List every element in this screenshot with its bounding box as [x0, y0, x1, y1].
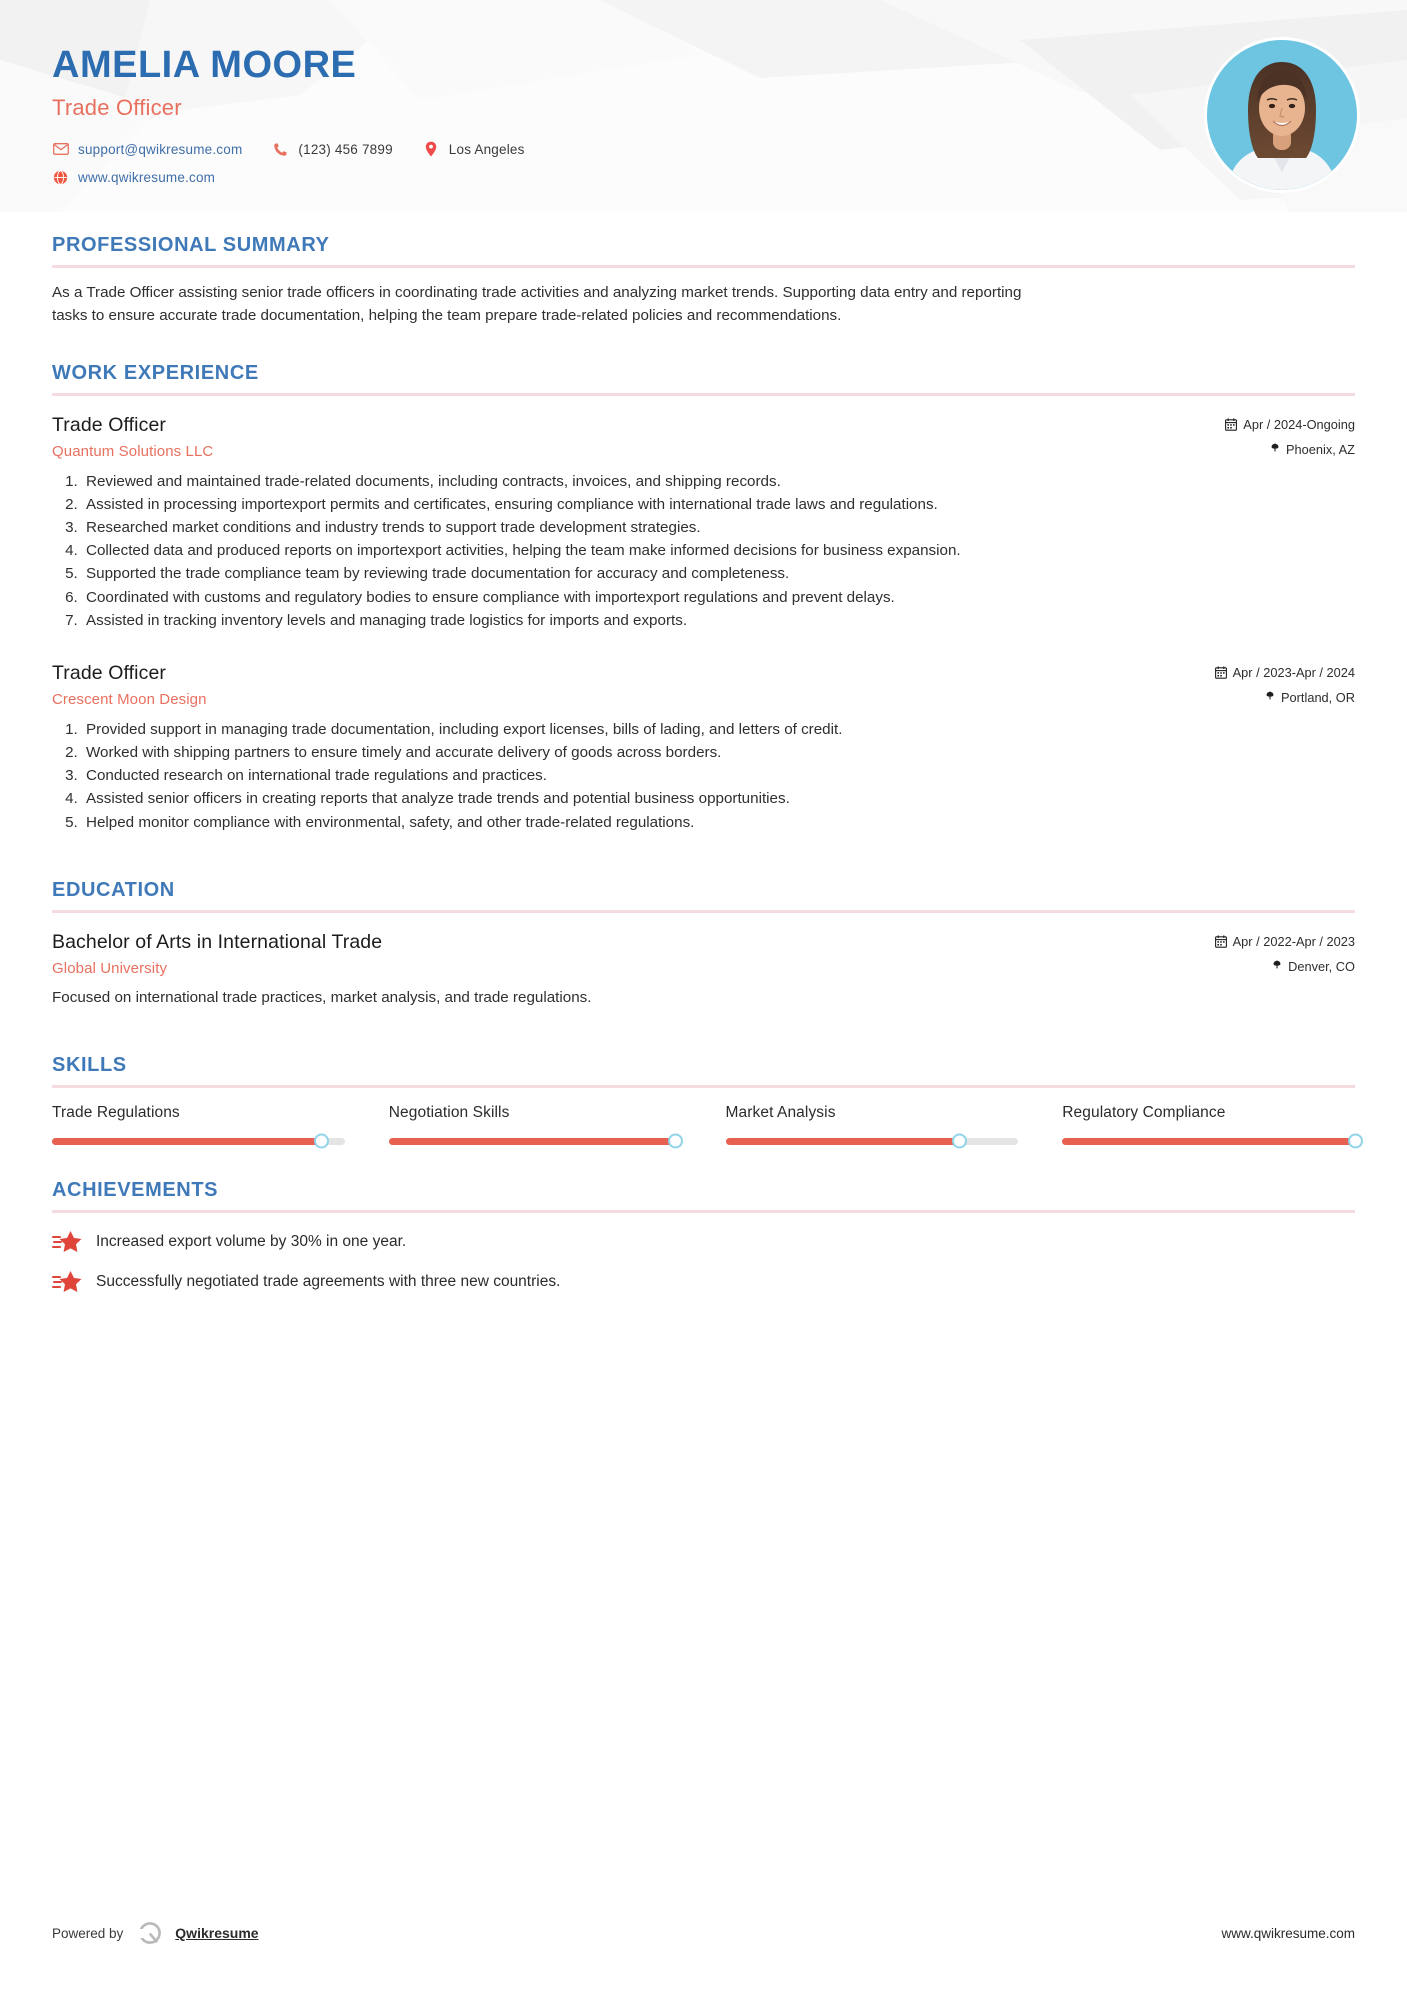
work-entry — [52, 414, 1355, 632]
skill-item — [389, 1104, 682, 1145]
education-location — [1272, 959, 1355, 974]
spacer — [52, 212, 1355, 234]
section-heading-education: EDUCATION — [52, 878, 175, 901]
skill-progress-knob[interactable] — [668, 1134, 683, 1149]
section-heading-summary: PROFESSIONAL SUMMARY — [52, 234, 330, 256]
work-bullet: 2. Assisted in processing importexport permits and certificates, ensuring compliance with international trade laws and regulations. — [82, 494, 1067, 516]
work-location-text: Portland, OR — [1281, 689, 1355, 705]
section-divider — [52, 910, 1355, 913]
section-divider — [52, 1210, 1355, 1213]
work-bullet: 3. Researched market conditions and industry trends to support trade development strategies. — [82, 517, 1067, 539]
shooting-star-icon — [52, 1229, 82, 1255]
work-bullet: 6. Coordinated with customs and regulatory bodies to ensure compliance with importexport regulations and prevent delays. — [82, 587, 1067, 609]
work-dates-text: Apr / 2024-Ongoing — [1243, 416, 1355, 432]
work-bullet: 4. Assisted senior officers in creating reports that analyze trade trends and potential business opportunities. — [82, 788, 1067, 810]
section-education — [52, 879, 1355, 1010]
section-heading-achievements: ACHIEVEMENTS — [52, 1178, 219, 1201]
skill-progress-fill — [52, 1138, 321, 1145]
skill-progress-bar[interactable] — [52, 1138, 345, 1145]
skill-progress-bar[interactable] — [1062, 1138, 1355, 1145]
qwikresume-brand-link[interactable]: Qwikresume — [175, 1925, 259, 1941]
education-description: Focused on international trade practices, market analysis, and trade regulations. — [52, 988, 592, 1006]
work-bullet: 5. Supported the trade compliance team by reviewing trade documentation for accuracy and completeness. — [82, 563, 1067, 585]
work-bullet: 1. Provided support in managing trade documentation, including export licenses, bills of lading, and letters of credit. — [82, 719, 1067, 741]
work-bullet: 7. Assisted in tracking inventory levels and managing trade logistics for imports and exports. — [82, 610, 1067, 632]
contact-phone[interactable] — [272, 141, 392, 158]
skill-item — [52, 1104, 345, 1145]
skill-progress-fill — [1062, 1138, 1355, 1145]
contact-location-text: Los Angeles — [448, 141, 525, 157]
contact-website-text: www.qwikresume.com — [78, 169, 216, 185]
work-entry-header — [52, 662, 1355, 685]
skill-label: Trade Regulations — [52, 1103, 180, 1121]
map-pin-icon — [1265, 691, 1275, 704]
spacer — [52, 835, 1355, 879]
skill-progress-knob[interactable] — [1348, 1134, 1363, 1149]
work-role: Trade Officer — [52, 661, 167, 684]
work-bullet: 3. Conducted research on international trade regulations and practices. — [82, 765, 1067, 787]
achievements-list — [52, 1229, 1355, 1295]
skill-label: Negotiation Skills — [388, 1103, 510, 1121]
education-degree: Bachelor of Arts in International Trade — [52, 930, 383, 953]
calendar-icon — [1225, 418, 1237, 431]
section-skills — [52, 1054, 1355, 1145]
work-bullet: 4. Collected data and produced reports on importexport activities, helping the team make informed decisions for business expansion. — [82, 540, 1067, 562]
footer-website[interactable]: www.qwikresume.com — [1221, 1925, 1355, 1941]
achievement-item — [52, 1229, 1355, 1255]
section-divider — [52, 1085, 1355, 1088]
spacer — [52, 328, 1355, 362]
education-location-text: Denver, CO — [1288, 958, 1355, 974]
contact-row-primary — [52, 141, 1407, 158]
skill-progress-fill — [726, 1138, 960, 1145]
section-heading-skills: SKILLS — [52, 1053, 127, 1076]
work-location — [1265, 690, 1355, 705]
summary-text: As a Trade Officer assisting senior trade officers in coordinating trade activities and analyzing market trends. Supporting data entry and reporting tasks to ensure accurate trade documentation, helping the team prepare trade-related policies and recommendations. — [52, 284, 1022, 324]
map-pin-icon — [1270, 443, 1280, 456]
work-company: Quantum Solutions LLC — [52, 442, 214, 460]
calendar-icon — [1215, 935, 1227, 948]
achievement-text: Successfully negotiated trade agreements with three new countries. — [96, 1272, 561, 1290]
work-dates-text: Apr / 2023-Apr / 2024 — [1232, 664, 1355, 680]
section-divider — [52, 393, 1355, 396]
contact-email[interactable] — [52, 141, 242, 158]
location-pin-icon — [423, 141, 440, 158]
section-heading-work: WORK EXPERIENCE — [52, 361, 259, 384]
header-job-title: Trade Officer — [52, 94, 182, 120]
contact-website[interactable] — [52, 169, 215, 186]
skills-grid — [52, 1104, 1355, 1145]
section-professional-summary — [52, 234, 1355, 328]
work-entry-subheader — [52, 442, 1355, 460]
skill-progress-fill — [389, 1138, 676, 1145]
work-location-text: Phoenix, AZ — [1285, 441, 1355, 457]
calendar-icon — [1215, 666, 1227, 679]
section-work-experience — [52, 362, 1355, 834]
section-divider — [52, 265, 1355, 268]
page-title: AMELIA MOORE — [52, 44, 357, 86]
work-bullets — [52, 471, 1355, 632]
work-dates — [1215, 665, 1355, 680]
work-entry-header — [52, 414, 1355, 437]
section-achievements — [52, 1179, 1355, 1295]
contact-phone-text: (123) 456 7899 — [298, 141, 393, 157]
work-role: Trade Officer — [52, 413, 167, 436]
skill-label: Regulatory Compliance — [1062, 1103, 1226, 1121]
work-entry-subheader — [52, 690, 1355, 708]
education-entry-subheader — [52, 959, 1355, 977]
contact-location — [423, 141, 525, 158]
contact-row-secondary — [52, 169, 1407, 186]
shooting-star-icon — [52, 1269, 82, 1295]
skill-label: Market Analysis — [725, 1103, 836, 1121]
spacer — [52, 1010, 1355, 1054]
achievement-text: Increased export volume by 30% in one year. — [96, 1232, 407, 1250]
skill-progress-knob[interactable] — [952, 1134, 967, 1149]
skill-progress-bar[interactable] — [726, 1138, 1019, 1145]
spacer — [52, 1145, 1355, 1179]
skill-progress-bar[interactable] — [389, 1138, 682, 1145]
resume-body — [0, 212, 1407, 1295]
work-bullet: 1. Reviewed and maintained trade-related documents, including contracts, invoices, and shipping records. — [82, 471, 1067, 493]
work-bullet: 2. Worked with shipping partners to ensure timely and accurate delivery of goods across borders. — [82, 742, 1067, 764]
contact-block — [52, 141, 1407, 186]
achievement-item — [52, 1269, 1355, 1295]
footer-branding — [52, 1920, 259, 1946]
powered-by-label: Powered by — [52, 1925, 124, 1941]
qwikresume-logo-icon — [137, 1920, 163, 1946]
work-bullet: 5. Helped monitor compliance with environmental, safety, and other trade-related regulations. — [82, 812, 1067, 834]
education-dates-text: Apr / 2022-Apr / 2023 — [1232, 933, 1355, 949]
work-location — [1270, 442, 1355, 457]
footer — [52, 1920, 1355, 1946]
map-pin-icon — [1272, 960, 1282, 973]
education-school: Global University — [52, 959, 168, 977]
avatar — [1207, 40, 1357, 190]
work-entry — [52, 662, 1355, 834]
phone-icon — [272, 141, 289, 158]
contact-email-text: support@qwikresume.com — [78, 141, 243, 157]
skill-item — [726, 1104, 1019, 1145]
skill-progress-knob[interactable] — [314, 1134, 329, 1149]
education-dates — [1215, 934, 1355, 949]
work-dates — [1225, 417, 1355, 432]
education-entry — [52, 931, 1355, 1010]
education-entry-header — [52, 931, 1355, 954]
email-icon — [52, 141, 69, 158]
resume-header — [0, 0, 1407, 212]
skill-item — [1062, 1104, 1355, 1145]
globe-icon — [52, 169, 69, 186]
work-bullets — [52, 719, 1355, 834]
work-company: Crescent Moon Design — [52, 690, 207, 708]
